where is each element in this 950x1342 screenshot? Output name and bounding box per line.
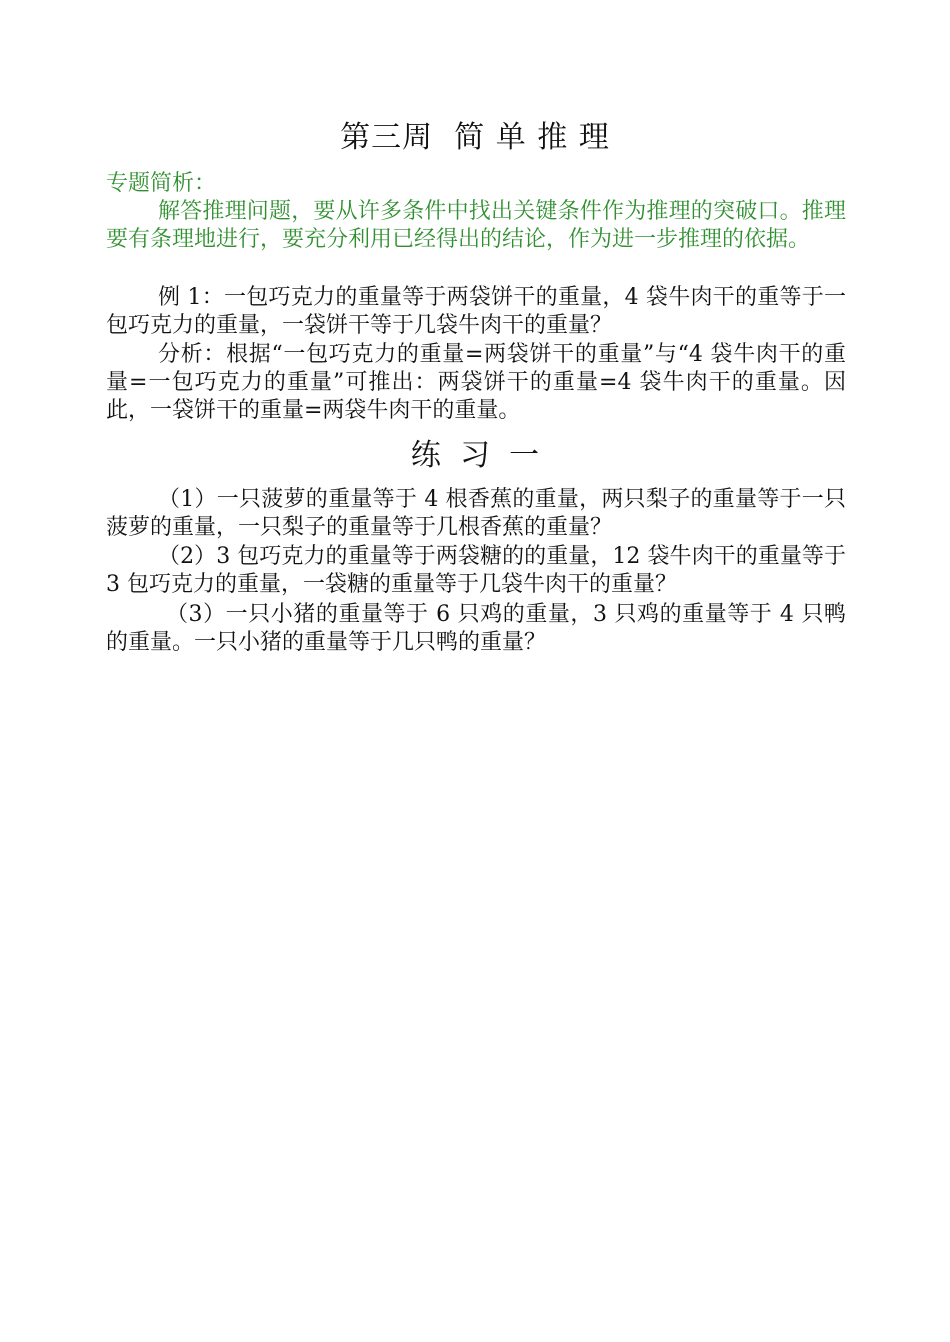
exercise-item-1: （1）一只菠萝的重量等于 4 根香蕉的重量，两只梨子的重量等于一只菠萝的重量，一只梨子的重量等于几根香蕉的重量？ [106, 487, 846, 540]
exercise-title: 练 习 一 [410, 438, 540, 473]
intro-heading: 专题简析： [106, 171, 217, 196]
exercise-item-2: （2）3 包巧克力的重量等于两袋糖的的重量，12 袋牛肉干的重量等于 3 包巧克力的重量，一袋糖的重量等于几袋牛肉干的重量？ [106, 544, 846, 597]
intro-paragraph: 解答推理问题，要从许多条件中找出关键条件作为推理的突破口。推理要有条理地进行，要充分利用已经得出的结论，作为进一步推理的依据。 [106, 199, 846, 252]
exercise-item-3: （3）一只小猪的重量等于 6 只鸡的重量，3 只鸡的重量等于 4 只鸭的重量。一只小猪的重量等于几只鸭的重量？ [106, 602, 846, 655]
analysis-paragraph: 分析：根据“一包巧克力的重量=两袋饼干的重量”与“4 袋牛肉干的重量=一包巧克力的重量”可推出：两袋饼干的重量=4 袋牛肉干的重量。因此，一袋饼干的重量=两袋牛肉干的重量。 [106, 342, 846, 423]
example-paragraph: 例 1：一包巧克力的重量等于两袋饼干的重量，4 袋牛肉干的重等于一包巧克力的重量，一袋饼干等于几袋牛肉干的重量？ [106, 285, 846, 338]
page-title: 第三周 简 单 推 理 [340, 120, 610, 155]
